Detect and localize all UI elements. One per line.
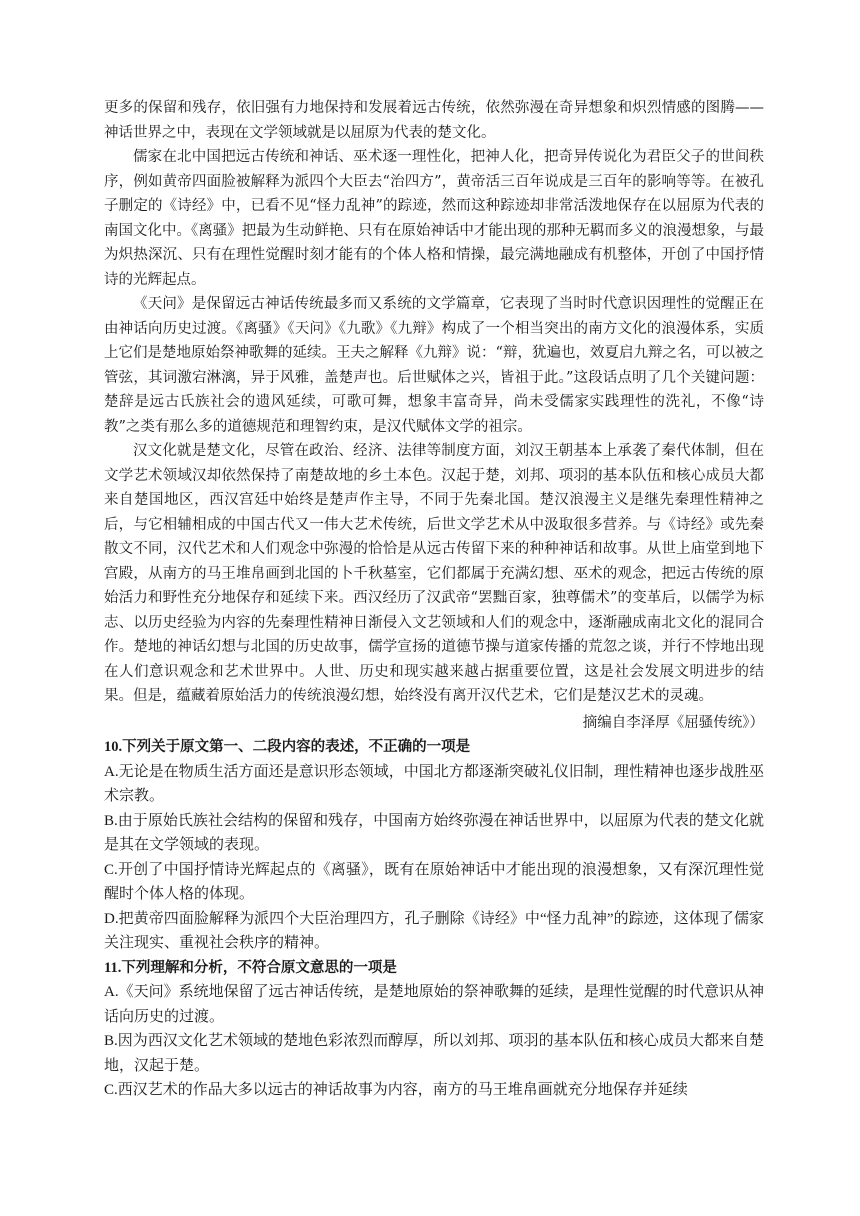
question-10-option-d: D.把黄帝四面脸解释为派四个大臣治理四方，孔子删除《诗经》中“怪力乱神”的踪迹，这体现了儒家关注现实、重视社会秩序的精神。: [104, 910, 764, 951]
question-11-option-a: A.《天问》系统地保留了远古神话传统，是楚地原始的祭神歌舞的延续，是理性觉醒的时代意识从神话向历史的过渡。: [104, 984, 764, 1025]
question-11-title: 11.下列理解和分析，不符合原文意思的一项是: [104, 959, 397, 976]
passage-paragraph-4: 汉文化就是楚文化，尽管在政治、经济、法律等制度方面，刘汉王朝基本上承袭了秦代体制，但在文学艺术领域汉却依然保持了南楚故地的乡土本色。汉起于楚，刘邦、项羽的基本队伍和核心成员大都来自楚国地区，西汉宫廷中始终是楚声作主导，不同于先秦北国。楚汉浪漫主义是继先秦理性精神之后，与它相辅相成的中国古代又一伟大艺术传统，后世文学艺术从中汲取很多营养。与《诗经》或先秦散文不同，汉代艺术和人们观念中弥漫的恰恰是从远古传留下来的种种神话和故事。从世上庙堂到地下宫殿，从南方的马王堆帛画到北国的卜千秋墓室，它们都属于充满幻想、巫术的观念，把远古传统的原始活力和野性充分地保存和延续下来。西汉经历了汉武帝“罢黜百家，独尊儒术”的变革后，以儒学为标志、以历史经验为内容的先秦理性精神日渐侵入文艺领域和人们的观念中，逐渐融成南北文化的混同合作。楚地的神话幻想与北国的历史故事，儒学宣扬的道德节操与道家传播的荒忽之谈，并行不悖地出现在人们意识观念和艺术世界中。人世、历史和现实越来越占据重要位置，这是社会发展文明进步的结果。但是，蕴藏着原始活力的传统浪漫幻想，始终没有离开汉代艺术，它们是楚汉艺术的灵魂。: [104, 443, 764, 704]
passage-paragraph-3: 《天问》是保留远古神话传统最多而又系统的文学篇章，它表现了当时时代意识因理性的觉醒正在由神话向历史过渡。《离骚》《天问》《九歌》《九辩》构成了一个相当突出的南方文化的浪漫体系，实质上它们是楚地原始祭神歌舞的延续。王夫之解释《九辩》说：“辩，犹遍也，效夏启九辩之名，可以被之管弦，其词激宕淋漓，异于风雅，盖楚声也。后世赋体之兴，皆祖于此。”这段话点明了几个关键问题：楚辞是远古氏族社会的遗风延续，可歌可舞，想象丰富奇异，尚未受儒家实践理性的洗礼，不像“诗教”之类有那么多的道德规范和理智约束，是汉代赋体文学的祖宗。: [104, 296, 764, 435]
passage-source: 摘编自李泽厚《屈骚传统》）: [582, 714, 764, 731]
passage-paragraph-1: 更多的保留和残存，依旧强有力地保持和发展着远古传统，依然弥漫在奇异想象和炽烈情感的图腾——神话世界之中，表现在文学领域就是以屈原为代表的楚文化。: [104, 100, 764, 141]
question-10-option-b: B.由于原始氏族社会结构的保留和残存，中国南方始终弥漫在神话世界中，以屈原为代表的楚文化就是其在文学领域的表现。: [104, 812, 764, 853]
question-11-option-b: B.因为西汉文化艺术领域的楚地色彩浓烈而醇厚，所以刘邦、项羽的基本队伍和核心成员大都来自楚地，汉起于楚。: [104, 1033, 764, 1074]
question-10-option-a: A.无论是在物质生活方面还是意识形态领域，中国北方都逐渐突破礼仪旧制，理性精神也逐步战胜巫术宗教。: [104, 763, 764, 804]
question-10: [104, 735, 764, 956]
question-11-option-c: C.西汉艺术的作品大多以远古的神话故事为内容，南方的马王堆帛画就充分地保存并延续: [104, 1082, 688, 1098]
passage-paragraph-2: 儒家在北中国把远古传统和神话、巫术逐一理性化，把神人化，把奇异传说化为君臣父子的世间秩序，例如黄帝四面脸被解释为派四个大臣去“治四方”，黄帝活三百年说成是三百年的影响等等。在被孔子删定的《诗经》中，已看不见“怪力乱神”的踪迹，然而这种踪迹却非常活泼地保存在以屈原为代表的南国文化中。《离骚》把最为生动鲜艳、只有在原始神话中才能出现的那种无羁而多义的浪漫想象，与最为炽热深沉、只有在理性觉醒时刻才能有的个体人格和情操，最完满地融成有机整体，开创了中国抒情诗的光辉起点。: [104, 149, 764, 288]
question-11: [104, 956, 764, 1103]
reading-passage: [104, 96, 764, 735]
question-10-title: 10.下列关于原文第一、二段内容的表述，不正确的一项是: [104, 739, 471, 755]
question-10-option-c: C.开创了中国抒情诗光辉起点的《离骚》，既有在原始神话中才能出现的浪漫想象，又有深沉理性觉醒时个体人格的体现。: [104, 861, 764, 902]
